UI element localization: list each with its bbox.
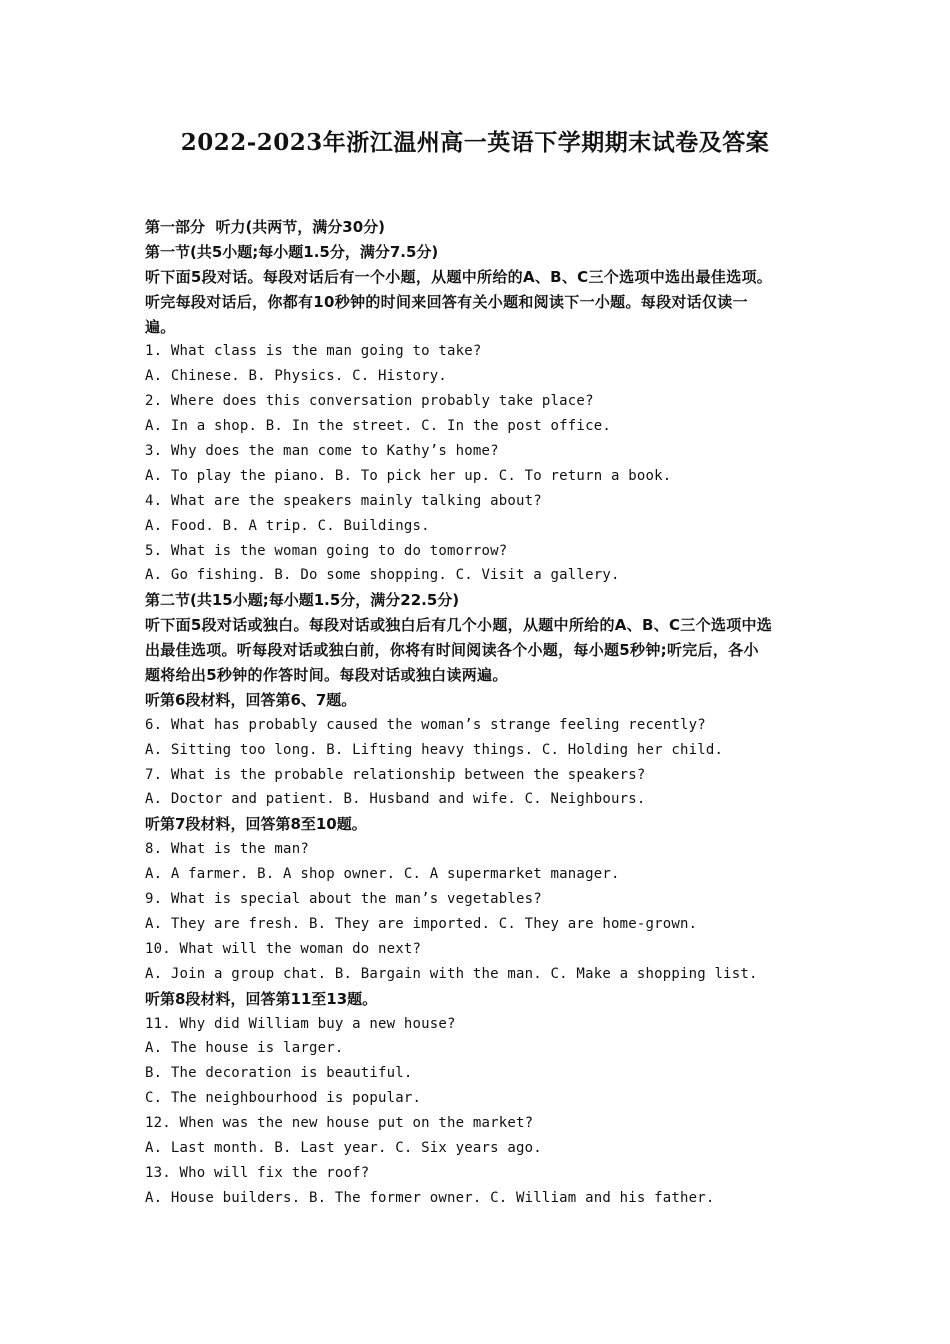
- document-body: [145, 215, 810, 1211]
- answer-options: C. The neighbourhood is popular.: [145, 1090, 422, 1107]
- instruction-line: 题将给出5秒钟的作答时间。每段对话或独白读两遍。: [145, 666, 508, 685]
- instruction-line: 听下面5段对话或独白。每段对话或独白后有几个小题，从题中所给的A、B、C三个选项中选: [145, 616, 773, 635]
- answer-options: A. Join a group chat. B. Bargain with the man. C. Make a shopping list.: [145, 965, 758, 982]
- section-heading: 听第7段材料，回答第8至10题。: [145, 815, 367, 834]
- question-line: 10. What will the woman do next?: [145, 940, 422, 957]
- question-line: 6. What has probably caused the woman’s strange feeling recently?: [145, 716, 706, 733]
- answer-options: A. A farmer. B. A shop owner. C. A supermarket manager.: [145, 866, 620, 883]
- question-line: 7. What is the probable relationship between the speakers?: [145, 766, 646, 783]
- answer-options: A. In a shop. B. In the street. C. In the post office.: [145, 418, 611, 435]
- instruction-line: 出最佳选项。听每段对话或独白前，你将有时间阅读各个小题，每小题5秒钟;听完后，各小: [145, 641, 759, 660]
- answer-options: A. Go fishing. B. Do some shopping. C. Visit a gallery.: [145, 567, 620, 584]
- question-line: 1. What class is the man going to take?: [145, 343, 482, 360]
- answer-options: A. Last month. B. Last year. C. Six years ago.: [145, 1139, 542, 1156]
- question-line: 5. What is the woman going to do tomorrow?: [145, 542, 508, 559]
- question-line: 9. What is special about the man’s vegetables?: [145, 891, 542, 908]
- question-line: 11. Why did William buy a new house?: [145, 1015, 456, 1032]
- answer-options: A. House builders. B. The former owner. C. William and his father.: [145, 1189, 715, 1206]
- instruction-line: 听下面5段对话。每段对话后有一个小题，从题中所给的A、B、C三个选项中选出最佳选项。: [145, 267, 773, 286]
- answer-options: A. They are fresh. B. They are imported. C. They are home-grown.: [145, 915, 698, 932]
- section-heading: 听第6段材料，回答第6、7题。: [145, 690, 357, 709]
- question-line: 13. Who will fix the roof?: [145, 1164, 370, 1181]
- question-line: 4. What are the speakers mainly talking about?: [145, 492, 542, 509]
- answer-options: A. Sitting too long. B. Lifting heavy things. C. Holding her child.: [145, 741, 724, 758]
- answer-options: A. Food. B. A trip. C. Buildings.: [145, 517, 430, 534]
- answer-options: A. To play the piano. B. To pick her up. C. To return a book.: [145, 467, 672, 484]
- answer-options: A. The house is larger.: [145, 1040, 344, 1057]
- section-heading: 第一部分 听力(共两节，满分30分): [145, 218, 386, 236]
- question-line: 3. Why does the man come to Kathy’s home?: [145, 443, 499, 460]
- answer-options: A. Chinese. B. Physics. C. History.: [145, 368, 448, 385]
- question-line: 2. Where does this conversation probably take place?: [145, 393, 594, 410]
- answer-options: B. The decoration is beautiful.: [145, 1065, 413, 1082]
- question-line: 12. When was the new house put on the market?: [145, 1115, 534, 1132]
- document-title: 2022-2023年浙江温州高一英语下学期期末试卷及答案: [180, 129, 770, 156]
- section-heading: 听第8段材料，回答第11至13题。: [145, 989, 378, 1008]
- section-heading: 第一节(共5小题;每小题1.5分，满分7.5分): [145, 242, 439, 261]
- instruction-line: 听完每段对话后，你都有10秒钟的时间来回答有关小题和阅读下一小题。每段对话仅读一: [145, 292, 748, 311]
- answer-options: A. Doctor and patient. B. Husband and wife. C. Neighbours.: [145, 791, 646, 808]
- question-line: 8. What is the man?: [145, 841, 309, 858]
- section-heading: 第二节(共15小题;每小题1.5分，满分22.5分): [145, 591, 460, 610]
- instruction-line: 遍。: [145, 317, 176, 336]
